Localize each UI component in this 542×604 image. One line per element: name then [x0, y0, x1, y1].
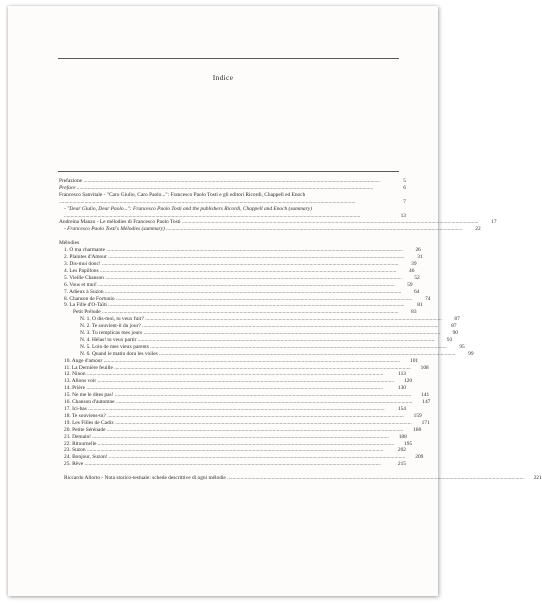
dot-leader: ............................................................................................................................................................................................................................ — [64, 212, 361, 219]
toc-entry — [59, 260, 417, 268]
toc-entry-label: 8. Chanson de Fortunio ............................................................................................................................................................................................................................ — [64, 295, 413, 302]
dot-leader: ............................................................................................................................................................................................................................ — [103, 288, 402, 295]
dot-leader: ............................................................................................................................................................................................................................ — [114, 295, 413, 302]
toc-entry — [59, 330, 458, 337]
toc-entry — [59, 350, 474, 358]
toc-entry-label: - Francesco Paolo Tosti's Mélodies (summary) ............................................................................................................................................................................................................................ — [64, 226, 463, 233]
toc-entry — [59, 226, 481, 233]
toc-entry-label: 9. La Fille d'O-Taïti ............................................................................................................................................................................................................................ — [64, 302, 405, 309]
toc-entry-page: 195 — [404, 440, 413, 447]
toc-entry-page: 120 — [403, 378, 413, 385]
toc-entry — [59, 392, 430, 399]
toc-entry-page: 39 — [411, 260, 417, 267]
dot-leader: ............................................................................................................................................................................................................................ — [143, 316, 442, 323]
toc-entry-label: N. 2. Te souvient-il du jour? ............................................................................................................................................................................................................................ — [80, 323, 439, 330]
toc-entry-label: 10. Ange d'amour ............................................................................................................................................................................................................................ — [64, 357, 401, 364]
toc-entry-page: 147 — [422, 399, 431, 406]
toc-entry-label: 5. Vieille Chanson ............................................................................................................................................................................................................................ — [64, 274, 402, 281]
toc-entry — [59, 419, 430, 427]
toc-entry-label: 12. Ninon ............................................................................................................................................................................................................................ — [64, 371, 384, 378]
toc-entry-label: 6. Vous et moi! ............................................................................................................................................................................................................................ — [64, 281, 395, 288]
toc-entry — [59, 385, 406, 392]
toc-entry-page: 95 — [459, 343, 465, 350]
dot-leader: ............................................................................................................................................................................................................................ — [142, 330, 440, 337]
toc-entry — [59, 454, 424, 461]
toc-entry-page: 74 — [425, 295, 431, 302]
toc-entry-label: 18. Te souviens-tu? ............................................................................................................................................................................................................................ — [64, 412, 404, 419]
dot-leader: ............................................................................................................................................................................................................................ — [113, 419, 412, 426]
toc-entry — [59, 434, 406, 441]
toc-entry-label: 17. Ici-bas ............................................................................................................................................................................................................................ — [64, 406, 385, 412]
toc-entry-label: 21. Demain! ............................................................................................................................................................................................................................ — [64, 433, 389, 440]
toc-entry-label: N. 1. O dis-moi, tu veux fuir? ............................................................................................................................................................................................................................ — [80, 316, 442, 323]
toc-entry — [59, 281, 413, 289]
dot-leader: ............................................................................................................................................................................................................................ — [96, 281, 395, 288]
toc-entry-label: 11. La Dernière feuille ............................................................................................................................................................................................................................ — [64, 364, 411, 371]
toc-spacer — [59, 468, 406, 475]
dot-leader: ............................................................................................................................................................................................................................ — [90, 433, 389, 440]
toc-entry — [59, 302, 423, 309]
toc-entry — [59, 440, 413, 448]
toc-entry — [59, 357, 419, 365]
toc-entry — [59, 371, 406, 378]
toc-entry-label: 20. Petite Sérénade ............................................................................................................................................................................................................................ — [64, 426, 404, 433]
dot-leader: ............................................................................................................................................................................................................................ — [225, 475, 524, 482]
toc-entry-page: 52 — [414, 274, 420, 281]
toc-entry-page: 22 — [475, 226, 481, 233]
dot-leader: ............................................................................................................................................................................................................................ — [85, 371, 384, 378]
toc-entry-label: 2. Plaintes d'Amour ............................................................................................................................................................................................................................ — [64, 254, 405, 261]
toc-entry-label: Andreina Manzo - Le mélodies di Francesco Paolo Tosti ............................................................................................................................................................................................................................ — [59, 219, 479, 226]
toc-entry — [59, 336, 453, 344]
dot-leader: ............................................................................................................................................................................................................................ — [105, 412, 404, 419]
dot-leader: ............................................................................................................................................................................................................................ — [114, 399, 413, 406]
dot-leader: ............................................................................................................................................................................................................................ — [75, 184, 374, 191]
toc-entry-page: 188 — [398, 433, 407, 440]
toc-entry-page: 99 — [468, 350, 474, 357]
dot-leader: ............................................................................................................................................................................................................................ — [84, 385, 383, 392]
toc-entry-label: Preface ............................................................................................................................................................................................................................ — [59, 184, 374, 191]
toc-entry-page: 221 — [533, 475, 542, 482]
dot-leader: ............................................................................................................................................................................................................................ — [113, 392, 412, 399]
toc-entry-page: 6 — [403, 184, 406, 191]
dot-leader: ............................................................................................................................................................................................................................ — [102, 357, 401, 364]
toc-entry-page: 7 — [403, 198, 406, 205]
dot-leader: ............................................................................................................................................................................................................................ — [157, 350, 456, 357]
dot-leader: ............................................................................................................................................................................................................................ — [112, 364, 411, 371]
toc-entry — [59, 461, 406, 468]
dot-leader: ............................................................................................................................................................................................................................ — [107, 454, 406, 461]
toc-entry — [59, 247, 421, 254]
toc-entry — [59, 192, 406, 206]
toc-entry — [59, 399, 431, 406]
document-page — [8, 6, 542, 596]
dot-leader: ............................................................................................................................................................................................................................ — [105, 247, 403, 254]
dot-leader: ............................................................................................................................................................................................................................ — [103, 274, 402, 281]
toc-entry-page: 83 — [411, 309, 417, 316]
toc-entry-page: 108 — [420, 364, 429, 371]
toc-entry-label: 19. Les Filles de Cadix ............................................................................................................................................................................................................................ — [64, 419, 412, 426]
toc-entry — [59, 426, 422, 434]
dot-leader: ............................................................................................................................................................................................................................ — [96, 378, 395, 385]
toc-entry-page: 59 — [407, 281, 413, 288]
toc-entry-label: 22. Ritournelle ............................................................................................................................................................................................................................ — [64, 440, 395, 447]
toc-entry-page: 101 — [410, 357, 419, 364]
top-rule — [58, 58, 399, 59]
toc-entry-page: 93 — [446, 336, 453, 343]
toc-entry-label: Petit Prélude ............................................................................................................................................................................................................................ — [73, 309, 399, 316]
toc-entry-label: Mélodies — [59, 240, 80, 247]
toc-entry — [59, 475, 542, 482]
toc-entry-label: Prefazione ............................................................................................................................................................................................................................ — [59, 178, 380, 184]
dot-leader: ............................................................................................................................................................................................................................ — [100, 260, 399, 267]
toc-entry-label: 4. Les Papillons ............................................................................................................................................................................................................................ — [64, 267, 397, 274]
toc-entry-page: 141 — [421, 392, 430, 399]
toc-entry-label: 23. Suzon ............................................................................................................................................................................................................................ — [64, 447, 384, 454]
toc-entry — [59, 295, 431, 303]
toc-entry-page: 81 — [417, 302, 423, 309]
toc-entry-label: 16. Chanson d'automne ............................................................................................................................................................................................................................ — [64, 399, 413, 406]
toc-entry-page: 130 — [397, 385, 406, 392]
dot-leader: ............................................................................................................................................................................................................................ — [82, 178, 380, 184]
toc-entry-label: 3. Dis-moi donc! ............................................................................................................................................................................................................................ — [64, 260, 399, 267]
toc-entry-label: N. 3. Tu remplicas mes jours ............................................................................................................................................................................................................................ — [80, 330, 440, 337]
toc-entry-label: 14. Prière ............................................................................................................................................................................................................................ — [64, 385, 383, 392]
toc-entry — [59, 254, 423, 261]
dot-leader: ............................................................................................................................................................................................................................ — [59, 198, 356, 205]
dot-leader: ............................................................................................................................................................................................................................ — [98, 267, 397, 274]
table-of-contents — [59, 178, 542, 482]
toc-entry-label: N. 6. Quand le matin dora les voiles ............................................................................................................................................................................................................................ — [80, 350, 456, 357]
dot-leader: ............................................................................................................................................................................................................................ — [96, 440, 395, 447]
toc-entry-label: 15. Ne me le dites pas! ............................................................................................................................................................................................................................ — [64, 392, 412, 399]
toc-entry-page: 113 — [398, 371, 406, 378]
toc-entry — [59, 288, 420, 296]
toc-entry — [59, 343, 465, 351]
toc-entry-label: N. 4. Hélas! tu veux partir ............................................................................................................................................................................................................................ — [80, 336, 435, 343]
toc-entry-page: 87 — [451, 323, 457, 330]
toc-entry — [59, 378, 413, 385]
page-title: Indice — [212, 73, 234, 82]
toc-entry-page: 17 — [491, 219, 497, 226]
toc-entry — [59, 323, 457, 330]
toc-entry-page: 64 — [413, 288, 420, 295]
toc-rule — [58, 171, 399, 172]
toc-entry — [59, 178, 406, 185]
toc-entry-label: 13. Allons voir ............................................................................................................................................................................................................................ — [64, 378, 395, 385]
toc-entry-label: 1. O ma charmante ............................................................................................................................................................................................................................ — [64, 247, 403, 254]
dot-leader: ............................................................................................................................................................................................................................ — [136, 336, 435, 343]
dot-leader: ............................................................................................................................................................................................................................ — [100, 309, 399, 316]
toc-entry-page: 31 — [417, 254, 423, 261]
toc-entry — [59, 447, 406, 454]
toc-entry-page: 46 — [409, 267, 415, 274]
toc-entry — [59, 316, 460, 323]
toc-entry-page: 13 — [400, 212, 406, 219]
toc-entry-page: 171 — [421, 419, 430, 426]
toc-entry-page: 209 — [415, 454, 424, 461]
dot-leader: ............................................................................................................................................................................................................................ — [85, 447, 384, 454]
toc-entry-label: - "Dear Giulio, Dear Paolo...": Francesco Paolo Tosti and the publishers Ricordi, Chappell and Enoch (summary) ............................................................................................................................................................................................................................ — [64, 205, 361, 219]
dot-leader: ............................................................................................................................................................................................................................ — [83, 461, 382, 468]
dot-leader: ............................................................................................................................................................................................................................ — [164, 226, 463, 233]
toc-entry-label: 7. Adieux à Suzon ............................................................................................................................................................................................................................ — [64, 288, 402, 295]
toc-entry-page: 87 — [454, 316, 460, 323]
toc-entry-page: 215 — [397, 461, 406, 468]
toc-entry-page: 180 — [413, 426, 422, 433]
toc-entry — [59, 274, 420, 282]
toc-spacer — [59, 233, 406, 240]
toc-entry-label: 25. Rêve ............................................................................................................................................................................................................................ — [64, 461, 382, 468]
toc-entry-page: 154 — [397, 406, 406, 412]
toc-entry-label: Riccardo Allorto - Nota storico-testuale: schede descrittive di ogni mélodie ............................................................................................................................................................................................................................ — [64, 475, 524, 482]
toc-entry-page: 5 — [403, 178, 406, 184]
toc-entry-page: 159 — [413, 412, 422, 419]
toc-entry — [59, 267, 415, 275]
toc-entry-page: 90 — [452, 330, 458, 337]
dot-leader: ............................................................................................................................................................................................................................ — [106, 302, 405, 309]
toc-entry-page: 202 — [397, 447, 406, 454]
toc-entry — [59, 364, 429, 372]
dot-leader: ............................................................................................................................................................................................................................ — [148, 343, 447, 350]
toc-entry — [59, 412, 422, 420]
toc-entry-label: N. 5. Loin de mes vieux parents ............................................................................................................................................................................................................................ — [80, 343, 447, 350]
toc-entry — [59, 406, 406, 413]
dot-leader: ............................................................................................................................................................................................................................ — [86, 406, 385, 412]
dot-leader: ............................................................................................................................................................................................................................ — [105, 426, 404, 433]
toc-entry-label: 24. Bonjour, Suzon! ............................................................................................................................................................................................................................ — [64, 454, 406, 461]
dot-leader: ............................................................................................................................................................................................................................ — [106, 254, 405, 261]
toc-entry — [59, 240, 406, 247]
toc-entry — [59, 185, 406, 192]
toc-entry-label: Francesco Sanvitale - "Caro Giulio, Caro Paolo...": Francesco Paolo Tosti e gli editori Ricordi, Chappell ed Enoch ............................................................................................................................................................................................................................ — [59, 191, 356, 205]
toc-entry — [59, 206, 406, 220]
dot-leader: ............................................................................................................................................................................................................................ — [180, 219, 479, 226]
dot-leader: ............................................................................................................................................................................................................................ — [140, 323, 439, 330]
toc-entry-page: 26 — [415, 247, 421, 254]
